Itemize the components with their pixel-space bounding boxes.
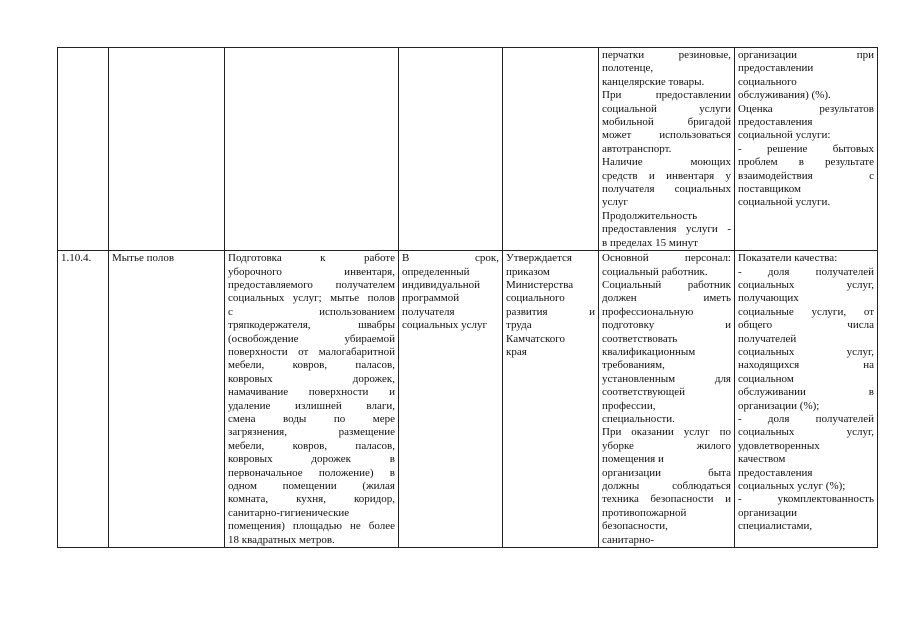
text-line: - укомплектованность [738,493,874,506]
text-line: предоставления услуги - [602,223,731,236]
cell-tariff [503,48,599,251]
text-line: смена воды по мере [228,412,395,425]
text-line: одном помещении (жилая [228,480,395,492]
text-line: помещения и [602,453,664,466]
cell-number: 1.10.4. [58,251,109,548]
text-line: организации быта [602,466,731,479]
text-line: должен иметь [602,292,731,305]
text-line: помещения) площадью не более [228,520,395,533]
text-line: предоставления [738,466,813,479]
cell-term [399,48,503,251]
text-line: получателя социальных [602,183,731,196]
text-line: с использованием [228,305,395,318]
text-line: Утверждается [506,252,572,265]
text-line: загрязнения, размещение [228,426,395,439]
text-line: развития и [506,305,595,318]
text-line: удовлетворенных [738,439,820,452]
text-line: уборке жилого [602,439,731,452]
text-line: проблем в результате [738,156,874,169]
text-line: канцелярские товары. [602,75,705,88]
cell-service-name [109,48,225,251]
text-line: поставщиком [738,183,801,196]
text-line: предоставлении [738,62,814,75]
cell-description [225,48,399,251]
text-line: тряпкодержателя, швабры [228,319,395,332]
text-line: требованиям, [602,359,665,372]
cell-service-name: Мытье полов [109,251,225,548]
cell-quality [735,48,878,251]
cell-quality [735,251,878,548]
text-line: Продолжительность [602,209,698,222]
services-table [57,47,878,548]
cell-conditions [599,48,735,251]
text-line: установленным для [602,372,731,385]
text-line: социальных услуг (%); [738,480,846,492]
text-line: получателя [402,305,455,318]
text-line: профессии, [602,399,656,412]
text-line: может использоваться [602,129,731,142]
text-line: взаимодействия с [738,169,874,182]
text-line: Подготовка к работе [228,252,395,265]
text-line: профессиональную [602,305,694,318]
text-line: организации при [738,49,874,61]
text-line: находящихся на [738,359,874,372]
text-line: края [506,345,527,358]
text-line: - доля получателей [738,412,874,425]
text-line: соответствующей [602,386,685,399]
text-line: предоставляемого получателем [228,278,395,291]
table-row-1-10-4 [58,251,878,548]
text-line: мобильной бригадой [602,116,731,129]
text-line: Показатели качества: [738,252,838,265]
text-line: получателей [738,332,797,345]
text-line: определенный [402,265,470,278]
text-line: организации (%); [738,399,820,412]
text-line: ковровых дорожек, [228,372,395,385]
text-line: 18 квадратных метров. [228,533,335,546]
cell-number [58,48,109,251]
text-line: социальном [738,372,794,385]
text-line: организации [738,506,798,519]
text-line: социальной услуги. [738,196,831,209]
table-row-continuation [58,48,878,251]
text-line: автотранспорт. [602,142,672,155]
text-line: программой [402,292,460,305]
text-line: социальной услуги: [738,129,831,142]
text-line: ковровых дорожек в [228,453,395,466]
text-line: социального [738,75,797,88]
cell-term [399,251,503,548]
text-line: общего числа [738,319,874,332]
text-line: - доля получателей [738,265,874,278]
text-line: социального [506,292,565,305]
text-line: должны соблюдаться [602,480,731,492]
text-line: В срок, [402,252,499,265]
text-line: Оценка результатов [738,102,874,115]
text-line: получающих [738,292,799,305]
text-line: приказом [506,265,550,278]
text-line: комната, кухня, коридор, [228,493,395,506]
text-line: соответствовать [602,332,678,345]
text-line: - решение бытовых [738,142,874,155]
text-line: специалистами, [738,520,813,533]
text-line: санитарно-гигиенические [228,506,350,519]
text-line: социальный работник. [602,265,708,278]
text-line: социальных услуг; мытье полов [228,292,395,305]
text-line: подготовку и [602,319,731,332]
text-line: перчатки резиновые, [602,49,731,61]
text-line: мебели, ковров, паласов, [228,359,395,372]
text-line: безопасности, [602,520,668,533]
text-line: уборочного инвентаря, [228,265,395,278]
text-line: удаление излишней влаги, [228,399,395,412]
text-line: социальных услуг [402,319,488,332]
text-line: мебели, ковров, паласов, [228,439,395,452]
text-line: При оказании услуг по [602,426,731,439]
text-line: Камчатского [506,332,566,345]
text-line: Наличие моющих [602,156,731,169]
text-line: намачивание поверхности и [228,386,395,399]
text-line: первоначальное положение) в [228,466,395,479]
text-line: обслуживании в [738,386,874,399]
text-line: обслуживания) (%). [738,89,831,102]
text-line: техника безопасности и [602,493,731,506]
text-line: социальной услуги [602,102,731,115]
text-line: (освобождение убираемой [228,332,395,345]
text-line: социальных услуг, [738,278,874,291]
text-line: социальные услуги, от [738,305,874,318]
text-line: полотенце, [602,62,654,75]
cell-description [225,251,399,548]
text-line: противопожарной [602,506,687,519]
text-line: квалификационным [602,345,696,358]
text-line: средств и инвентаря у [602,169,731,182]
text-line: качеством [738,453,786,466]
text-line: индивидуальной [402,278,481,291]
text-line: специальности. [602,412,675,425]
text-line: в пределах 15 минут [602,236,698,249]
text-line: Социальный работник [602,278,731,291]
text-line: социальных услуг, [738,426,874,439]
text-line: Министерства [506,278,574,291]
text-line: услуг [602,196,628,209]
cell-conditions [599,251,735,548]
text-line: поверхности от малогабаритной [228,345,395,358]
document-page [57,47,878,548]
text-line: труда [506,319,532,332]
cell-tariff [503,251,599,548]
text-line: социальных услуг, [738,345,874,358]
text-line: При предоставлении [602,89,731,102]
text-line: Основной персонал: [602,252,731,265]
text-line: санитарно- [602,533,655,546]
text-line: предоставления [738,116,813,129]
